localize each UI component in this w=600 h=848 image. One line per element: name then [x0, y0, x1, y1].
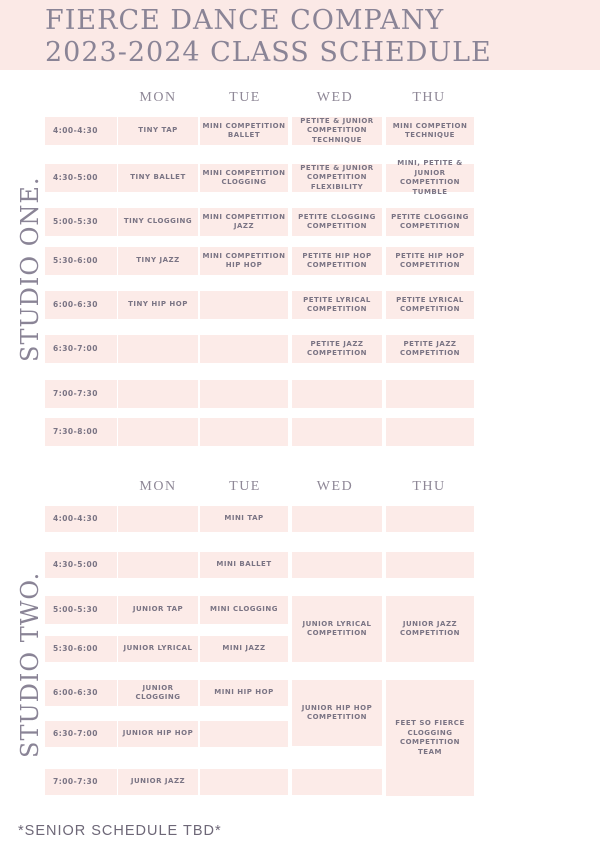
day-header-wed: WED: [316, 479, 354, 494]
day-header-tue: TUE: [229, 479, 261, 494]
class-cell-tue: MINI JAZZ: [200, 636, 288, 662]
class-cell-mon: [118, 335, 198, 363]
time-slot: 5:30-6:00: [45, 636, 117, 662]
time-slot: 6:00-6:30: [45, 680, 117, 706]
class-cell-tue: MINI COMPETITION HIP HOP: [200, 247, 288, 275]
class-cell-wed: JUNIOR HIP HOP COMPETITION: [292, 680, 382, 746]
class-cell-wed: PETITE LYRICAL COMPETITION: [292, 291, 382, 319]
class-cell-mon: [118, 418, 198, 446]
class-cell-thu: [386, 552, 474, 578]
day-header-thu: THU: [412, 479, 446, 494]
class-cell-tue: [200, 380, 288, 408]
class-cell-thu: PETITE CLOGGING COMPETITION: [386, 208, 474, 236]
class-cell-thu: JUNIOR JAZZ COMPETITION: [386, 596, 474, 662]
class-cell-wed: PETITE & JUNIOR COMPETITION FLEXIBILITY: [292, 164, 382, 192]
time-slot: 7:00-7:30: [45, 380, 117, 408]
class-cell-tue: MINI COMPETITION CLOGGING: [200, 164, 288, 192]
time-slot: 7:00-7:30: [45, 769, 117, 795]
class-cell-tue: MINI HIP HOP: [200, 680, 288, 706]
class-cell-tue: [200, 769, 288, 795]
class-cell-mon: [118, 552, 198, 578]
class-cell-wed: PETITE JAZZ COMPETITION: [292, 335, 382, 363]
time-slot: 4:00-4:30: [45, 506, 117, 532]
class-cell-mon: TINY HIP HOP: [118, 291, 198, 319]
class-cell-tue: MINI BALLET: [200, 552, 288, 578]
class-cell-wed: PETITE HIP HOP COMPETITION: [292, 247, 382, 275]
class-cell-mon: JUNIOR HIP HOP: [118, 721, 198, 747]
class-cell-mon: TINY JAZZ: [118, 247, 198, 275]
class-cell-tue: MINI CLOGGING: [200, 596, 288, 624]
class-cell-tue: MINI COMPETITION BALLET: [200, 117, 288, 145]
class-cell-thu: PETITE LYRICAL COMPETITION: [386, 291, 474, 319]
class-cell-thu: [386, 506, 474, 532]
time-slot: 6:00-6:30: [45, 291, 117, 319]
footer-note: *SENIOR SCHEDULE TBD*: [18, 823, 222, 839]
class-cell-tue: [200, 291, 288, 319]
class-cell-wed: [292, 418, 382, 446]
time-slot: 6:30-7:00: [45, 721, 117, 747]
time-slot: 7:30-8:00: [45, 418, 117, 446]
class-cell-tue: MINI TAP: [200, 506, 288, 532]
class-cell-mon: JUNIOR TAP: [118, 596, 198, 624]
class-cell-thu: MINI COMPETION TECHNIQUE: [386, 117, 474, 145]
day-header-mon: MON: [139, 90, 177, 105]
class-cell-thu: MINI, PETITE & JUNIOR COMPETITION TUMBLE: [386, 164, 474, 192]
class-cell-mon: JUNIOR LYRICAL: [118, 636, 198, 662]
time-slot: 4:00-4:30: [45, 117, 117, 145]
time-slot: 4:30-5:00: [45, 164, 117, 192]
class-cell-mon: JUNIOR JAZZ: [118, 769, 198, 795]
day-header-mon: MON: [139, 479, 177, 494]
class-cell-thu: PETITE JAZZ COMPETITION: [386, 335, 474, 363]
class-cell-wed: JUNIOR LYRICAL COMPETITION: [292, 596, 382, 662]
class-cell-wed: PETITE & JUNIOR COMPETITION TECHNIQUE: [292, 117, 382, 145]
class-cell-wed: [292, 380, 382, 408]
time-slot: 5:00-5:30: [45, 208, 117, 236]
class-cell-tue: MINI COMPETITION JAZZ: [200, 208, 288, 236]
class-cell-wed: [292, 506, 382, 532]
time-slot: 5:00-5:30: [45, 596, 117, 624]
time-slot: 5:30-6:00: [45, 247, 117, 275]
class-cell-mon: TINY BALLET: [118, 164, 198, 192]
class-cell-tue: [200, 418, 288, 446]
class-cell-mon: JUNIOR CLOGGING: [118, 680, 198, 706]
class-cell-mon: [118, 380, 198, 408]
day-header-wed: WED: [316, 90, 354, 105]
class-cell-mon: TINY CLOGGING: [118, 208, 198, 236]
page-title: FIERCE DANCE COMPANY: [45, 5, 445, 36]
studio-two-label: STUDIO TWO.: [16, 571, 44, 758]
class-cell-wed: [292, 552, 382, 578]
studio-one-label: STUDIO ONE.: [16, 176, 44, 362]
class-cell-tue: [200, 335, 288, 363]
class-cell-thu: FEET SO FIERCE CLOGGING COMPETITION TEAM: [386, 680, 474, 796]
class-cell-thu: [386, 380, 474, 408]
class-cell-thu: [386, 418, 474, 446]
class-cell-wed: [292, 769, 382, 795]
day-header-thu: THU: [412, 90, 446, 105]
header-band: [0, 0, 600, 70]
time-slot: 4:30-5:00: [45, 552, 117, 578]
class-cell-tue: [200, 721, 288, 747]
class-cell-mon: TINY TAP: [118, 117, 198, 145]
class-cell-thu: PETITE HIP HOP COMPETITION: [386, 247, 474, 275]
day-header-tue: TUE: [229, 90, 261, 105]
class-cell-mon: [118, 506, 198, 532]
class-cell-wed: PETITE CLOGGING COMPETITION: [292, 208, 382, 236]
page-subtitle: 2023-2024 CLASS SCHEDULE: [45, 37, 492, 68]
time-slot: 6:30-7:00: [45, 335, 117, 363]
